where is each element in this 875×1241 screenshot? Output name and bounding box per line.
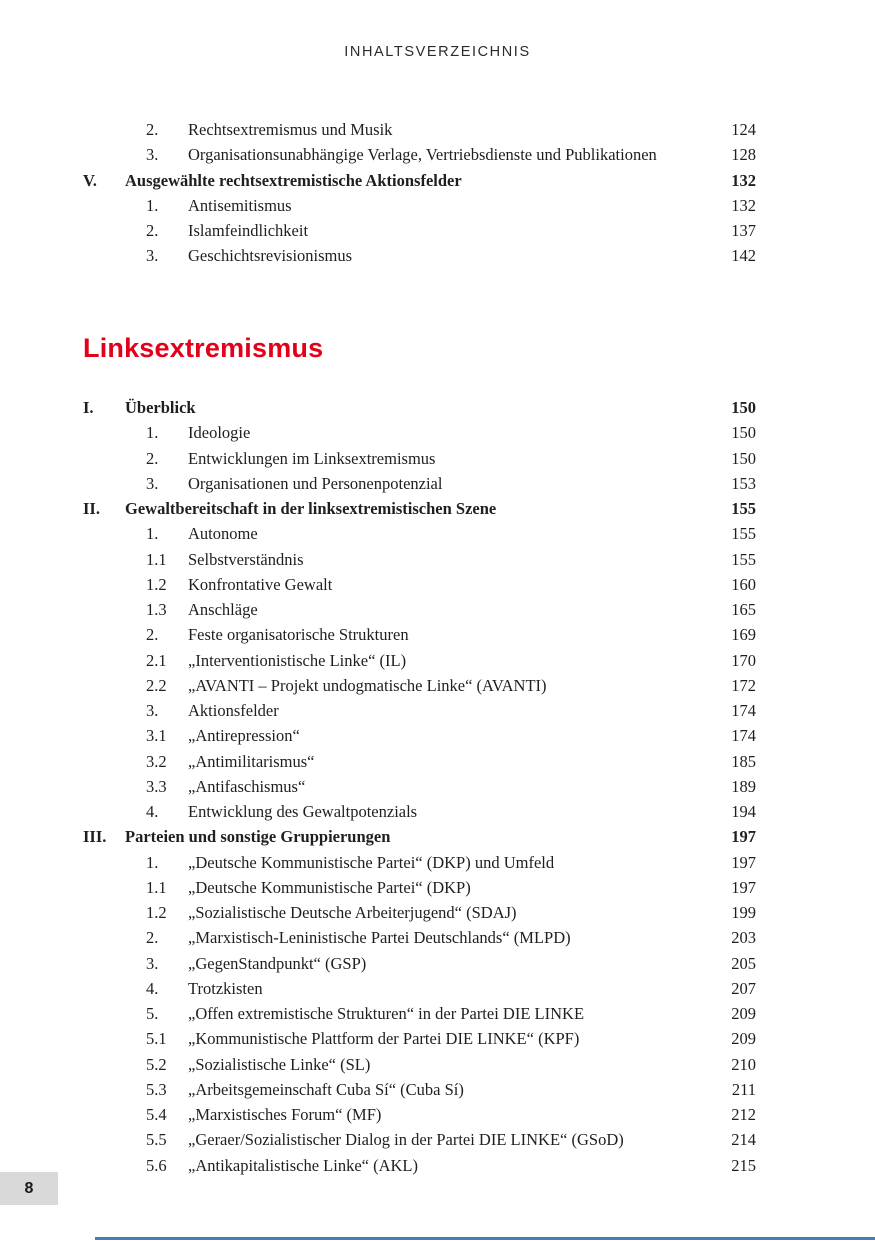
toc-entry-number: 1.1	[146, 549, 167, 569]
toc-entry-title: Gewaltbereitschaft in der linksextremistischen Szene	[125, 499, 497, 518]
toc-entry-page: 205	[731, 953, 756, 973]
toc-entry-page: 132	[731, 195, 756, 215]
toc-entry-number: 3.	[146, 246, 159, 266]
toc-entry-title: Konfrontative Gewalt	[188, 574, 333, 594]
toc-entry[interactable]	[83, 243, 756, 268]
toc-entry[interactable]	[83, 1052, 756, 1077]
toc-entry[interactable]	[83, 1077, 756, 1102]
toc-entry[interactable]	[83, 875, 756, 900]
toc-entry-page: 210	[731, 1054, 756, 1074]
toc-entry-number: 1.3	[146, 600, 167, 619]
toc-block-main	[83, 395, 756, 1178]
toc-entry-page: 194	[731, 802, 756, 821]
toc-entry-number: I.	[83, 398, 94, 417]
toc-entry[interactable]	[83, 951, 756, 976]
toc-entry-title: „Offen extremistische Strukturen“ in der Partei DIE LINKE	[188, 1004, 585, 1023]
toc-entry-title: „Sozialistische Deutsche Arbeiterjugend“ (SDAJ)	[188, 903, 517, 922]
toc-entry-number: 1.2	[146, 574, 167, 594]
toc-entry-page: 155	[731, 499, 756, 518]
toc-entry-number: 2.	[146, 625, 159, 645]
toc-entry[interactable]	[83, 471, 756, 496]
toc-entry-number: 3.	[146, 953, 159, 973]
toc-entry[interactable]	[83, 673, 756, 698]
toc-entry-page: 212	[731, 1105, 756, 1124]
toc-entry-page: 185	[731, 751, 756, 771]
toc-entry-title: Ideologie	[188, 423, 251, 443]
toc-entry-title: „Marxistisch-Leninistische Partei Deutschlands“ (MLPD)	[188, 928, 571, 948]
toc-entry[interactable]	[83, 774, 756, 799]
toc-entry-number: 5.	[146, 1004, 159, 1023]
toc-entry-number: 3.	[146, 701, 159, 720]
toc-entry-number: 5.6	[146, 1155, 167, 1175]
toc-entry-number: 4.	[146, 978, 159, 998]
toc-entry-number: 1.	[146, 524, 159, 544]
toc-entry-title: Feste organisatorische Strukturen	[188, 625, 409, 645]
toc-entry[interactable]	[83, 547, 756, 572]
toc-entry-page: 137	[731, 221, 756, 240]
toc-entry[interactable]	[83, 395, 756, 420]
toc-entry-page: 174	[731, 701, 756, 720]
toc-entry-title: „Interventionistische Linke“ (IL)	[188, 650, 407, 670]
toc-entry[interactable]	[83, 420, 756, 445]
toc-entry[interactable]	[83, 749, 756, 774]
toc-entry-title: „Sozialistische Linke“ (SL)	[188, 1054, 371, 1074]
toc-entry-page: 165	[731, 600, 756, 619]
toc-entry[interactable]	[83, 1153, 756, 1178]
toc-entry[interactable]	[83, 1102, 756, 1127]
toc-entry-title: Autonome	[188, 524, 258, 544]
toc-entry-page: 209	[731, 1004, 756, 1023]
toc-entry-number: III.	[83, 827, 107, 847]
toc-entry[interactable]	[83, 723, 756, 748]
toc-entry-page: 199	[731, 903, 756, 922]
toc-entry-title: Organisationen und Personenpotenzial	[188, 473, 443, 493]
toc-entry-page: 124	[731, 120, 756, 139]
toc-entry-title: Selbstverständnis	[188, 549, 304, 569]
toc-entry[interactable]	[83, 850, 756, 875]
toc-block-top	[83, 117, 756, 269]
toc-entry-title: Entwicklung des Gewaltpotenzials	[188, 802, 418, 821]
toc-entry-page: 215	[731, 1155, 756, 1175]
toc-entry[interactable]	[83, 597, 756, 622]
toc-entry[interactable]	[83, 496, 756, 521]
toc-entry[interactable]	[83, 1127, 756, 1152]
toc-entry-page: 214	[731, 1130, 756, 1150]
toc-entry-page: 155	[731, 549, 756, 569]
toc-entry[interactable]	[83, 168, 756, 193]
toc-entry-number: 5.4	[146, 1105, 167, 1124]
toc-entry-number: 3.3	[146, 776, 167, 796]
toc-entry[interactable]	[83, 193, 756, 218]
toc-entry[interactable]	[83, 572, 756, 597]
toc-entry-title: Geschichtsrevisionismus	[188, 246, 353, 266]
toc-entry-page: 172	[731, 675, 756, 695]
toc-entry-number: 1.	[146, 423, 159, 443]
toc-entry[interactable]	[83, 446, 756, 471]
toc-entry-page: 203	[731, 928, 756, 948]
toc-entry[interactable]	[83, 925, 756, 950]
section-heading-linksextremismus: Linksextremismus	[83, 333, 324, 363]
toc-entry-number: 5.3	[146, 1079, 167, 1099]
toc-entry[interactable]	[83, 1026, 756, 1051]
toc-entry-page: 170	[731, 650, 756, 670]
toc-entry-page: 155	[731, 524, 756, 544]
toc-entry-title: „Antikapitalistische Linke“ (AKL)	[188, 1155, 419, 1175]
toc-entry[interactable]	[83, 521, 756, 546]
page-number-badge: 8	[0, 1172, 58, 1205]
toc-entry-page: 142	[731, 246, 756, 266]
toc-entry-number: 3.	[146, 145, 159, 165]
toc-entry-page: 211	[731, 1079, 756, 1099]
toc-entry-page: 160	[731, 574, 756, 594]
toc-header-title: INHALTSVERZEICHNIS	[344, 44, 531, 60]
toc-entry-title: Islamfeindlichkeit	[188, 221, 309, 240]
toc-entry-title: Aktionsfelder	[188, 701, 279, 720]
toc-entry-title: „Antirepression“	[188, 726, 300, 746]
toc-entry-number: 2.2	[146, 675, 167, 695]
toc-entry-number: 5.2	[146, 1054, 167, 1074]
toc-entry-title: Parteien und sonstige Gruppierungen	[125, 827, 391, 847]
toc-entry-page: 128	[731, 145, 756, 165]
toc-entry-title: „Arbeitsgemeinschaft Cuba Sí“ (Cuba Sí)	[188, 1079, 464, 1099]
toc-entry-number: 2.	[146, 928, 159, 948]
toc-entry-page: 153	[731, 473, 756, 493]
toc-entry-title: „Antimilitarismus“	[188, 751, 315, 771]
toc-entry-page: 169	[731, 625, 756, 645]
toc-entry-title: Ausgewählte rechtsextremistische Aktionsfelder	[125, 170, 462, 190]
toc-entry-title: „Deutsche Kommunistische Partei“ (DKP)	[188, 877, 471, 897]
toc-entry-title: Anschläge	[188, 600, 258, 619]
footer-rule	[95, 1237, 875, 1240]
toc-entry[interactable]	[83, 1001, 756, 1026]
toc-entry-title: „AVANTI – Projekt undogmatische Linke“ (AVANTI)	[188, 675, 547, 695]
toc-entry[interactable]	[83, 824, 756, 849]
toc-entry-page: 150	[731, 423, 756, 443]
toc-entry[interactable]	[83, 976, 756, 1001]
toc-entry-page: 189	[731, 776, 756, 796]
toc-entry-page: 174	[731, 726, 756, 746]
toc-entry[interactable]	[83, 698, 756, 723]
toc-entry[interactable]	[83, 142, 756, 167]
toc-entry-title: „Kommunistische Plattform der Partei DIE LINKE“ (KPF)	[188, 1029, 580, 1049]
toc-entry-title: Rechtsextremismus und Musik	[188, 120, 393, 139]
toc-entry-title: Entwicklungen im Linksextremismus	[188, 448, 436, 468]
toc-entry[interactable]	[83, 799, 756, 824]
toc-entry-page: 150	[731, 398, 756, 417]
toc-entry-number: 4.	[146, 802, 159, 821]
toc-entry-page: 209	[731, 1029, 756, 1049]
toc-entry-page: 197	[731, 852, 756, 872]
toc-entry-page: 197	[731, 877, 756, 897]
toc-entry-number: 5.1	[146, 1029, 167, 1049]
toc-entry-title: „Antifaschismus“	[188, 776, 306, 796]
toc-entry-number: II.	[83, 499, 100, 518]
toc-entry[interactable]	[83, 117, 756, 142]
toc-entry-number: 3.1	[146, 726, 167, 746]
toc-entry-number: 5.5	[146, 1130, 167, 1150]
toc-entry-number: 2.	[146, 221, 159, 240]
toc-entry-number: 1.	[146, 852, 159, 872]
toc-entry-page: 150	[731, 448, 756, 468]
toc-entry[interactable]	[83, 622, 756, 647]
toc-entry[interactable]	[83, 900, 756, 925]
toc-entry-number: 1.2	[146, 903, 167, 922]
toc-entry-title: „Marxistisches Forum“ (MF)	[188, 1105, 382, 1124]
toc-entry-title: „GegenStandpunkt“ (GSP)	[188, 953, 367, 973]
toc-entry-number: 2.	[146, 448, 159, 468]
toc-entry[interactable]	[83, 648, 756, 673]
toc-entry-number: 2.1	[146, 650, 167, 670]
toc-entry-page: 132	[731, 170, 756, 190]
toc-entry-number: 2.	[146, 120, 159, 139]
toc-entry-title: Trotzkisten	[188, 978, 263, 998]
toc-entry-title: Organisationsunabhängige Verlage, Vertriebsdienste und Publikationen	[188, 145, 657, 165]
toc-entry-page: 197	[731, 827, 756, 847]
toc-entry-title: Antisemitismus	[188, 195, 292, 215]
toc-entry-number: 1.	[146, 195, 159, 215]
toc-entry-number: 3.2	[146, 751, 167, 771]
toc-entry-title: „Deutsche Kommunistische Partei“ (DKP) und Umfeld	[188, 852, 555, 872]
toc-entry-number: 1.1	[146, 877, 167, 897]
toc-entry-title: Überblick	[125, 398, 196, 417]
toc-entry-title: „Geraer/Sozialistischer Dialog in der Partei DIE LINKE“ (GSoD)	[188, 1130, 624, 1150]
toc-entry-page: 207	[731, 978, 756, 998]
toc-entry[interactable]	[83, 218, 756, 243]
toc-entry-number: V.	[83, 170, 97, 190]
toc-entry-number: 3.	[146, 473, 159, 493]
